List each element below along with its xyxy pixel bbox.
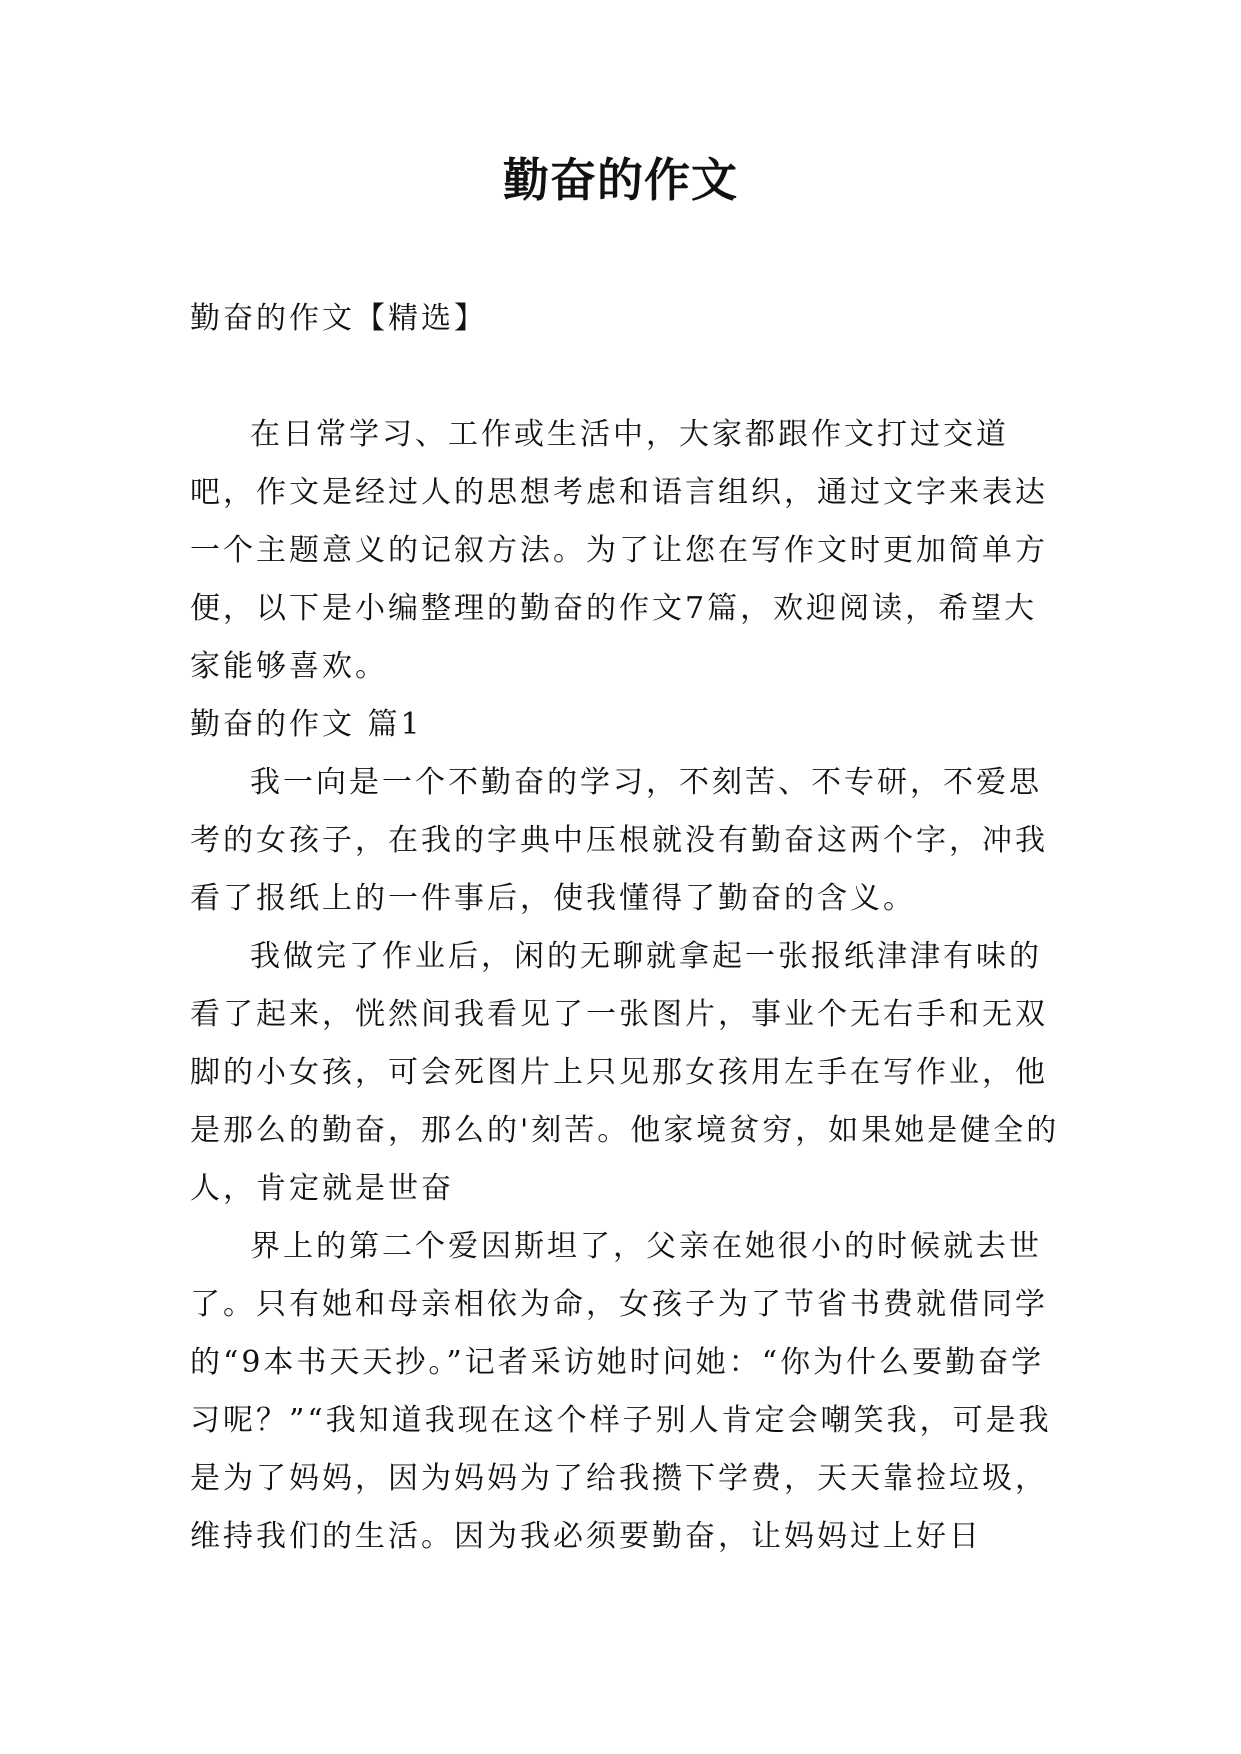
section-heading: 勤奋的作文 篇1: [190, 707, 423, 742]
body-paragraph-2: 我做完了作业后，闲的无聊就拿起一张报纸津津有味的看了起来，恍然间我看见了一张图片，事业个无右手和无双脚的小女孩，可会死图片上只见那女孩用左手在写作业，他是那么的勤奋，那么的'刻苦。他家境贫穷，如果她是健全的人，肯定就是世奋: [190, 939, 1060, 1206]
body-paragraph-3: 界上的第二个爱因斯坦了，父亲在她很小的时候就去世了。只有她和母亲相依为命，女孩子为了节省书费就借同学的“9本书天天抄。”记者采访她时问她：“你为什么要勤奋学习呢？”“我知道我现在这个样子别人肯定会嘲笑我，可是我是为了妈妈，因为妈妈为了给我攒下学费，天天靠捡垃圾，维持我们的生活。因为我必须要勤奋，让妈妈过上好日: [190, 1229, 1052, 1554]
body-paragraph-1: 我一向是一个不勤奋的学习，不刻苦、不专研，不爱思考的女孩子，在我的字典中压根就没有勤奋这两个字，冲我看了报纸上的一件事后，使我懂得了勤奋的含义。: [190, 765, 1048, 916]
document-body: [190, 290, 1065, 1566]
document-subtitle: 勤奋的作文【精选】: [190, 301, 487, 336]
document-title: 勤奋的作文: [503, 153, 738, 207]
intro-paragraph: 在日常学习、工作或生活中，大家都跟作文打过交道吧，作文是经过人的思想考虑和语言组织，通过文字来表达一个主题意义的记叙方法。为了让您在写作文时更加简单方便，以下是小编整理的勤奋的作文7篇，欢迎阅读，希望大家能够喜欢。: [190, 417, 1048, 684]
